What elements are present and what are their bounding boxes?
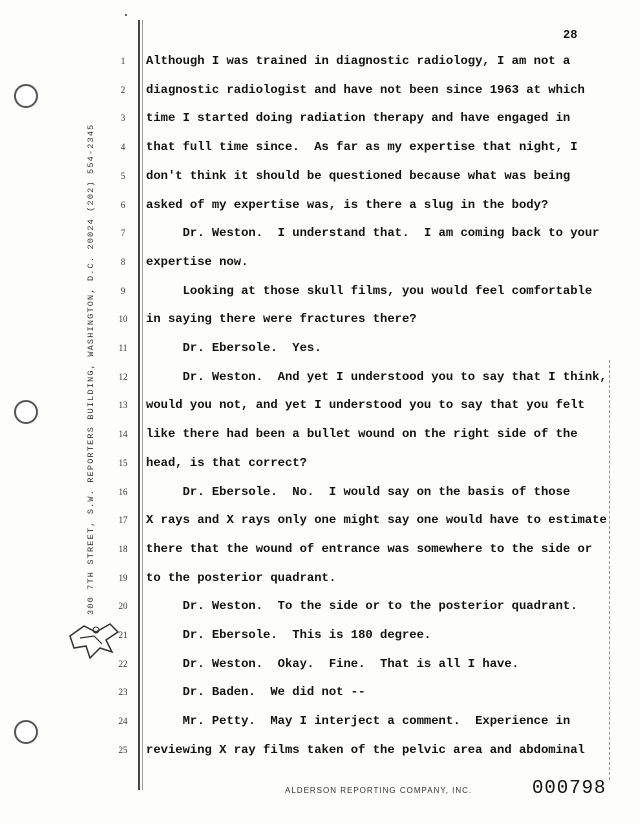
line-number: 24 <box>118 716 128 727</box>
line-number: 19 <box>118 572 128 583</box>
line-number: 1 <box>120 56 126 66</box>
line-number: 5 <box>120 170 126 181</box>
line-number: 18 <box>118 543 128 554</box>
transcript-line: Dr. Ebersole. No. I would say on the basis of those <box>146 484 571 499</box>
line-number: 2 <box>120 84 126 95</box>
margin-rule <box>138 20 140 790</box>
transcript-line: would you not, and yet I understood you to say that you felt <box>146 398 585 413</box>
sidebar-address: 300 7TH STREET, S.W. REPORTERS BUILDING, WASHINGTON, D.C. 20024 (202) 554-2345 <box>86 123 96 615</box>
document-number: 000798 <box>532 777 607 799</box>
transcript-line: Dr. Weston. And yet I understood you to say that I think, <box>146 369 607 384</box>
line-number: 23 <box>118 687 128 698</box>
transcript-line: in saying there were fractures there? <box>146 312 417 327</box>
line-number: 21 <box>118 630 128 640</box>
transcript-line: X rays and X rays only one might say one would have to estimate <box>146 513 607 528</box>
line-number: 12 <box>118 371 128 382</box>
reporter-stamp-icon <box>66 618 122 662</box>
transcript-line: Looking at those skull films, you would feel comfortable <box>146 283 593 298</box>
transcript-line: Dr. Ebersole. Yes. <box>146 341 322 355</box>
line-number: 10 <box>118 314 128 325</box>
transcript-line: Dr. Ebersole. This is 180 degree. <box>146 628 432 642</box>
transcript-line: to the posterior quadrant. <box>146 570 337 585</box>
binder-hole-middle <box>14 400 38 424</box>
binder-hole-bottom <box>14 720 38 744</box>
line-number: 4 <box>120 142 126 153</box>
footer-company: ALDERSON REPORTING COMPANY, INC. <box>285 786 473 795</box>
line-number: 3 <box>120 113 126 124</box>
transcript-line: there that the wound of entrance was somewhere to the side or <box>146 541 593 556</box>
binder-hole-top <box>14 84 38 108</box>
transcript-line: like there had been a bullet wound on the right side of the <box>146 427 578 442</box>
page-number: 28 <box>563 28 578 42</box>
transcript-line: Mr. Petty. May I interject a comment. Experience in <box>146 714 571 729</box>
transcript-line: head, is that correct? <box>146 455 307 470</box>
right-margin-rule <box>609 360 610 780</box>
margin-rule-inner <box>142 20 143 790</box>
transcript-line: that full time since. As far as my expertise that night, I <box>146 140 578 155</box>
transcript-line: reviewing X ray films taken of the pelvic area and abdominal <box>146 742 585 757</box>
line-number: 20 <box>118 601 128 612</box>
line-number: 7 <box>120 228 126 239</box>
line-number: 22 <box>118 658 128 669</box>
transcript-line: don't think it should be questioned because what was being <box>146 168 571 183</box>
transcript-line: asked of my expertise was, is there a slug in the body? <box>146 197 549 212</box>
corner-mark <box>125 14 127 16</box>
transcript-line: time I started doing radiation therapy and have engaged in <box>146 111 571 126</box>
line-number: 8 <box>120 256 126 267</box>
line-number: 9 <box>120 285 126 296</box>
transcript-line: expertise now. <box>146 254 249 269</box>
line-number: 11 <box>118 343 128 353</box>
line-number: 16 <box>118 486 128 497</box>
transcript-line: Dr. Weston. I understand that. I am coming back to your <box>146 226 600 241</box>
line-number: 13 <box>118 400 128 411</box>
line-number: 6 <box>120 199 126 210</box>
transcript-line: Dr. Baden. We did not -- <box>146 685 366 700</box>
transcript-line: Although I was trained in diagnostic radiology, I am not a <box>146 54 571 68</box>
transcript-line: Dr. Weston. Okay. Fine. That is all I have. <box>146 656 519 671</box>
line-number: 14 <box>118 429 128 440</box>
line-number: 17 <box>118 515 128 526</box>
transcript-line: diagnostic radiologist and have not been since 1963 at which <box>146 82 585 97</box>
line-number: 25 <box>118 744 128 755</box>
transcript-line: Dr. Weston. To the side or to the posterior quadrant. <box>146 599 578 614</box>
line-number: 15 <box>118 457 128 468</box>
